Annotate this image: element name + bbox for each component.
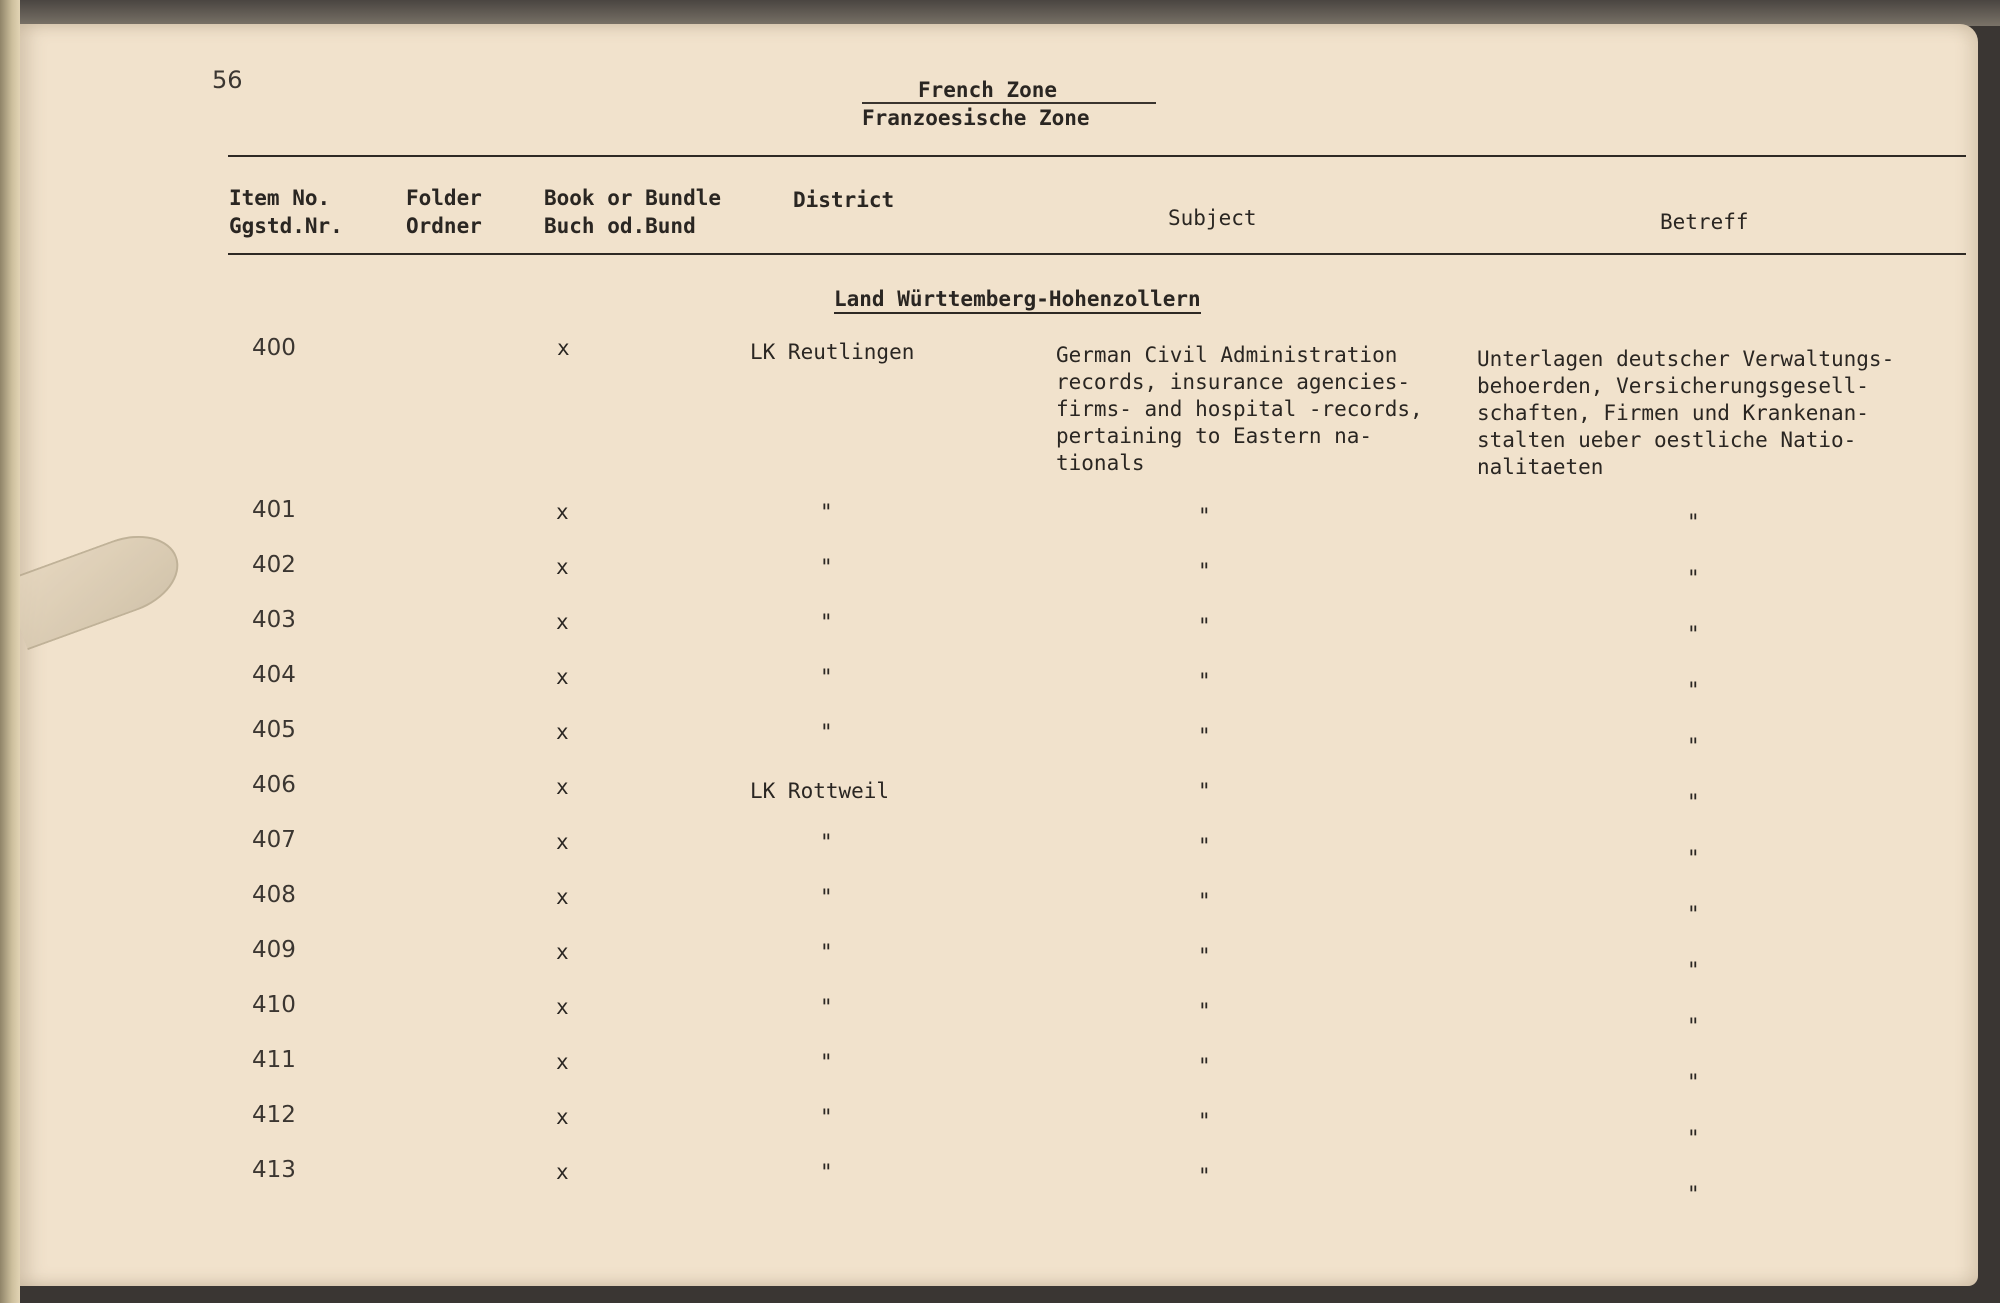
row-407-item: 407	[252, 827, 296, 853]
col-header-betreff-label: Betreff	[1660, 210, 1749, 234]
col-header-item-de: Ggstd.Nr.	[229, 214, 343, 238]
row-406-item: 406	[252, 772, 296, 798]
row-412-item: 412	[252, 1102, 296, 1128]
row-400-betreff: Unterlagen deutscher Verwaltungs- behoerden, Versicherungsgesell- schaften, Firmen und Krankenan- stalten ueber oestliche Natio- nalitaeten	[1477, 347, 1895, 479]
row-406-subject: "	[1198, 779, 1211, 803]
row-402-betreff: "	[1687, 566, 1700, 590]
row-413-subject: "	[1198, 1164, 1211, 1188]
row-413-book: x	[556, 1160, 569, 1184]
row-412-district: "	[820, 1105, 833, 1129]
row-405-district: "	[820, 720, 833, 744]
col-header-book-de: Buch od.Bund	[544, 214, 696, 238]
row-405-subject: "	[1198, 724, 1211, 748]
row-407-subject: "	[1198, 834, 1211, 858]
row-403-betreff: "	[1687, 622, 1700, 646]
col-header-item-en: Item No.	[229, 186, 331, 210]
title-underline	[862, 102, 1156, 104]
col-header-item	[229, 184, 343, 240]
row-405-betreff: "	[1687, 734, 1700, 758]
title-german: Franzoesische Zone	[862, 106, 1090, 130]
row-401-book: x	[556, 500, 569, 524]
row-404-item: 404	[252, 662, 296, 688]
col-header-district-label: District	[793, 188, 895, 212]
row-403-item: 403	[252, 607, 296, 633]
row-409-book: x	[556, 940, 569, 964]
row-400-subject: German Civil Administration records, insurance agencies- firms- and hospital -records, pertaining to Eastern na- tionals	[1056, 343, 1423, 475]
row-411-item: 411	[252, 1047, 296, 1073]
row-404-subject: "	[1198, 669, 1211, 693]
row-401-betreff: "	[1687, 510, 1700, 534]
row-409-subject: "	[1198, 944, 1211, 968]
row-406-betreff: "	[1687, 790, 1700, 814]
row-408-district: "	[820, 885, 833, 909]
row-405-book: x	[556, 720, 569, 744]
bookmark-tab	[3, 522, 190, 650]
col-header-betreff	[1660, 208, 1749, 236]
row-410-subject: "	[1198, 999, 1211, 1023]
row-408-item: 408	[252, 882, 296, 908]
row-407-book: x	[556, 830, 569, 854]
col-header-book-en: Book or Bundle	[544, 186, 722, 210]
row-408-betreff: "	[1687, 902, 1700, 926]
row-411-district: "	[820, 1050, 833, 1074]
row-411-betreff: "	[1687, 1070, 1700, 1094]
scan-top-edge	[0, 0, 2000, 26]
row-409-district: "	[820, 940, 833, 964]
col-header-book	[544, 184, 721, 240]
book-spine	[0, 0, 20, 1303]
col-header-subject	[1168, 204, 1257, 232]
col-header-folder-de: Ordner	[406, 214, 482, 238]
col-header-district	[793, 186, 894, 214]
col-header-folder-en: Folder	[406, 186, 482, 210]
row-401-district: "	[820, 500, 833, 524]
row-403-subject: "	[1198, 614, 1211, 638]
title-english: French Zone	[918, 78, 1058, 102]
row-402-book: x	[556, 555, 569, 579]
row-412-subject: "	[1198, 1109, 1211, 1133]
row-411-subject: "	[1198, 1054, 1211, 1078]
row-409-betreff: "	[1687, 958, 1700, 982]
row-403-district: "	[820, 610, 833, 634]
row-403-book: x	[556, 610, 569, 634]
row-411-book: x	[556, 1050, 569, 1074]
page-number: 56	[212, 66, 243, 94]
row-413-betreff: "	[1687, 1182, 1700, 1206]
row-400-district: LK Reutlingen	[750, 340, 915, 364]
row-401-subject: "	[1198, 504, 1211, 528]
row-410-district: "	[820, 995, 833, 1019]
row-406-book: x	[556, 775, 569, 799]
col-header-folder	[406, 184, 482, 240]
row-400-book: x	[557, 336, 570, 360]
row-400-item: 400	[252, 335, 296, 361]
row-408-book: x	[556, 885, 569, 909]
row-404-district: "	[820, 665, 833, 689]
row-413-item: 413	[252, 1157, 296, 1183]
row-404-book: x	[556, 665, 569, 689]
header-bottom-rule	[228, 253, 1966, 255]
row-412-book: x	[556, 1105, 569, 1129]
row-406-district: LK Rottweil	[750, 779, 890, 803]
row-410-book: x	[556, 995, 569, 1019]
row-408-subject: "	[1198, 889, 1211, 913]
row-407-betreff: "	[1687, 846, 1700, 870]
row-410-item: 410	[252, 992, 296, 1018]
row-405-item: 405	[252, 717, 296, 743]
header-top-rule	[228, 155, 1966, 157]
row-413-district: "	[820, 1160, 833, 1184]
row-410-betreff: "	[1687, 1014, 1700, 1038]
row-402-subject: "	[1198, 559, 1211, 583]
row-401-item: 401	[252, 497, 296, 523]
row-407-district: "	[820, 830, 833, 854]
section-title: Land Württemberg-Hohenzollern	[834, 287, 1201, 314]
row-412-betreff: "	[1687, 1126, 1700, 1150]
col-header-subject-label: Subject	[1168, 206, 1257, 230]
row-402-item: 402	[252, 552, 296, 578]
row-409-item: 409	[252, 937, 296, 963]
row-402-district: "	[820, 555, 833, 579]
row-404-betreff: "	[1687, 678, 1700, 702]
